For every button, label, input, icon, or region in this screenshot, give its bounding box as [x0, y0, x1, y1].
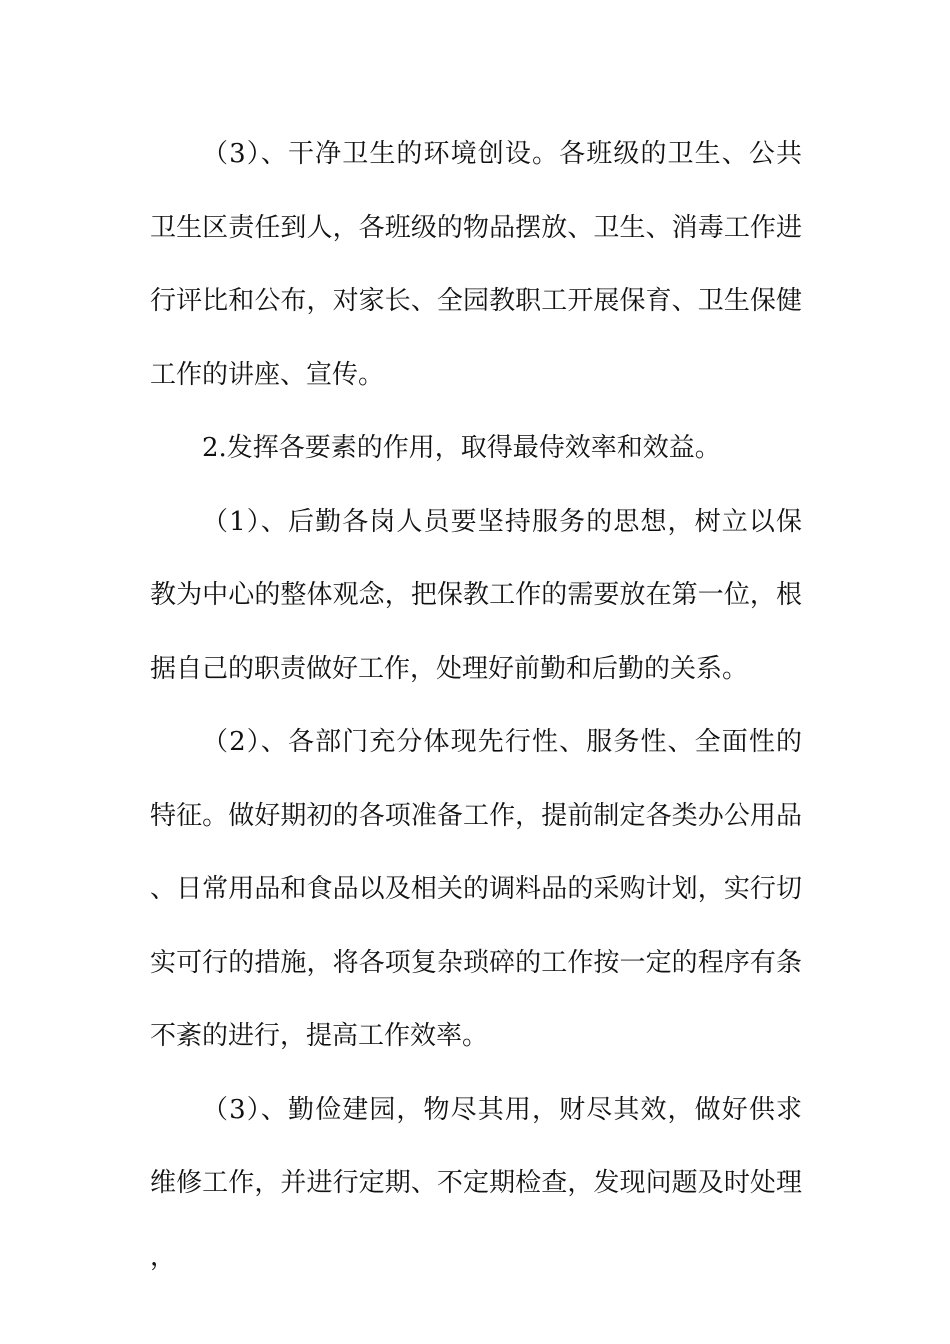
paragraph-department-features: （2）、各部门充分体现先行性、服务性、全面性的特征。做好期初的各项准备工作，提前制定各类办公用品、日常用品和食品以及相关的调料品的采购计划，实行切实可行的措施，将各项复杂琐碎的工作按一定的程序有条不紊的进行，提高工作效率。: [150, 727, 802, 1051]
paragraph-service-mindset: （1）、后勤各岗人员要坚持服务的思想，树立以保教为中心的整体观念，把保教工作的需要放在第一位，根据自己的职责做好工作，处理好前勤和后勤的关系。: [150, 506, 802, 684]
paragraph-section-heading: 2.发挥各要素的作用，取得最侍效率和效益。: [202, 433, 721, 463]
paragraph-environment-hygiene: （3）、干净卫生的环境创设。各班级的卫生、公共卫生区责任到人，各班级的物品摆放、卫生、消毒工作进行评比和公布，对家长、全园教职工开展保育、卫生保健工作的讲座、宣传。: [150, 139, 802, 390]
paragraph-thrift-maintenance: （3）、勤俭建园，物尽其用，财尽其效，做好供求维修工作，并进行定期、不定期检查，发现问题及时处理，: [150, 1094, 802, 1272]
